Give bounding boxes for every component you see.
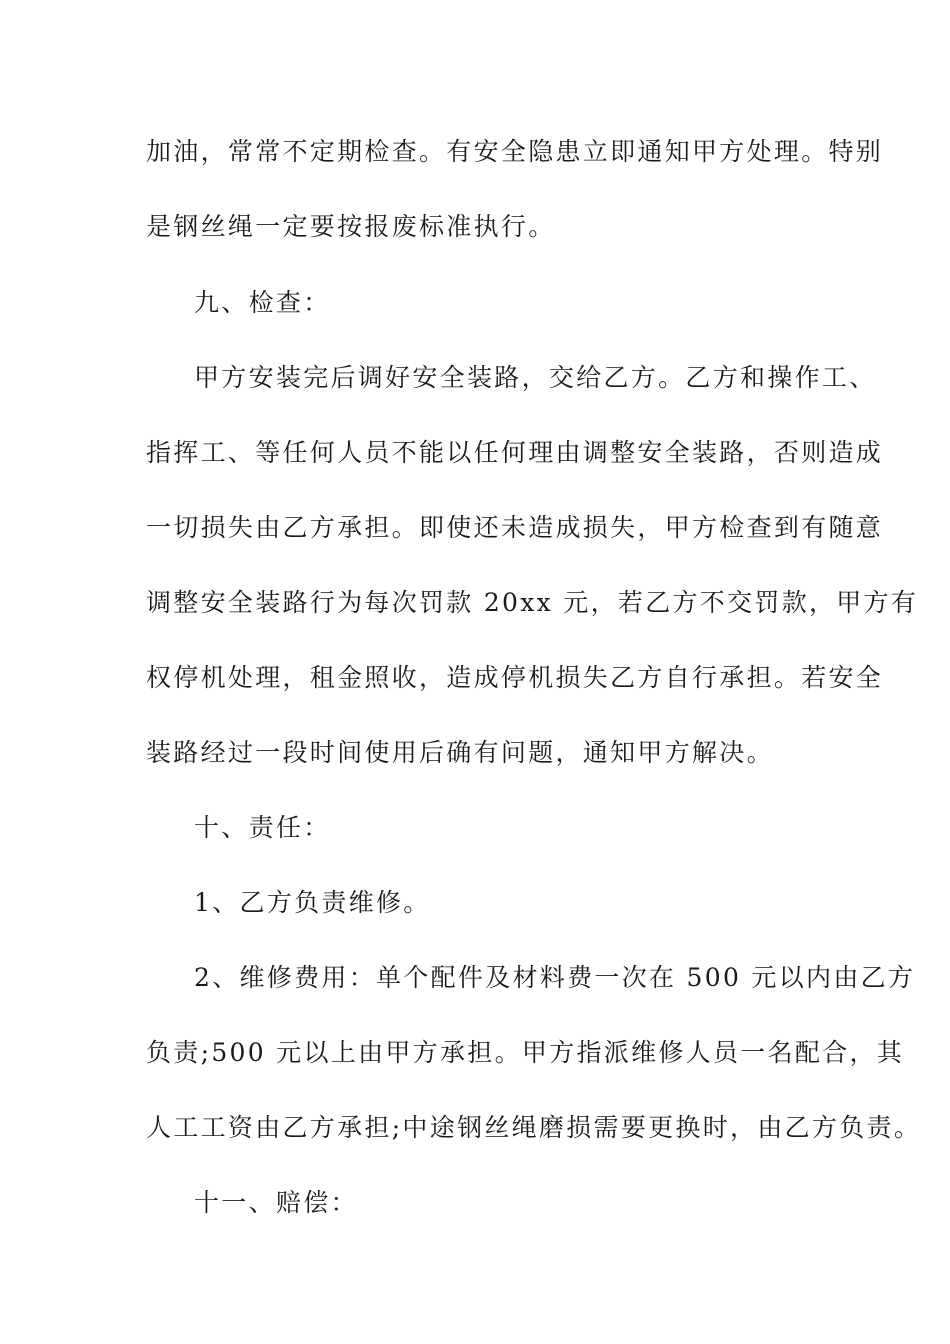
paragraph-line: 是钢丝绳一定要按报废标准执行。 (146, 212, 556, 241)
paragraph-line: 权停机处理，租金照收，造成停机损失乙方自行承担。若安全 (146, 663, 884, 692)
section-heading-compensation: 十一、赔偿： (194, 1188, 358, 1217)
paragraph-line: 指挥工、等任何人员不能以任何理由调整安全装路，否则造成 (146, 438, 884, 467)
paragraph-line: 甲方安装完后调好安全装路，交给乙方。乙方和操作工、 (194, 363, 877, 392)
section-heading-inspection: 九、检查： (194, 288, 331, 317)
paragraph-line: 加油，常常不定期检查。有安全隐患立即通知甲方处理。特别 (146, 137, 884, 166)
paragraph-line: 一切损失由乙方承担。即使还未造成损失，甲方检查到有随意 (146, 513, 884, 542)
section-heading-responsibility: 十、责任： (194, 813, 331, 842)
paragraph-line: 调整安全装路行为每次罚款 20xx 元，若乙方不交罚款，甲方有 (146, 588, 919, 617)
paragraph-line: 装路经过一段时间使用后确有问题，通知甲方解决。 (146, 738, 774, 767)
paragraph-line: 人工工资由乙方承担;中途钢丝绳磨损需要更换时，由乙方负责。 (146, 1113, 922, 1142)
list-item: 1、乙方负责维修。 (194, 888, 431, 917)
list-item: 2、维修费用：单个配件及材料费一次在 500 元以内由乙方 (194, 963, 916, 992)
paragraph-line: 负责;500 元以上由甲方承担。甲方指派维修人员一名配合，其 (146, 1038, 905, 1067)
